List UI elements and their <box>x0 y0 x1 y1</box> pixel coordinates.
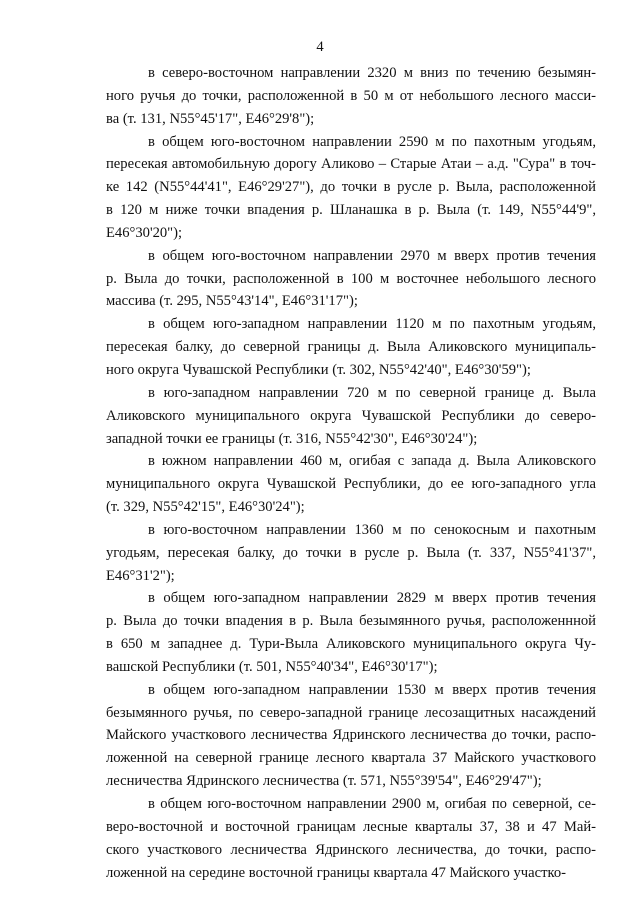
paragraph-line: ке 142 (N55°44'41", E46°29'27"), до точки в русле р. Выла, расположенной <box>106 179 596 196</box>
paragraph-line: безымянного ручья, по северо-западной границе лесозащитных насаждений <box>106 704 596 721</box>
paragraph-line: угодьям, пересекая балку, до точки в русле р. Выла (т. 337, N55°41'37", <box>106 544 596 561</box>
paragraph <box>106 245 596 314</box>
paragraph-line: р. Выла до точки впадения в р. Выла безымянного ручья, расположеннной <box>106 613 596 630</box>
paragraph-line: в северо-восточном направлении 2320 м вниз по течению безымян- <box>148 65 596 81</box>
paragraph-line: в общем юго-восточном направлении 2590 м по пахотным угодьям, <box>148 133 596 150</box>
paragraph-line: E46°31'2"); <box>106 567 175 584</box>
paragraph <box>106 382 596 451</box>
document-body <box>106 62 596 884</box>
paragraph-line: ного ручья до точки, расположенной в 50 м от небольшого лесного масси- <box>106 87 596 104</box>
paragraph-line: ного округа Чувашской Республики (т. 302, N55°42'40", E46°30'59"); <box>106 361 531 378</box>
paragraph-line: массива (т. 295, N55°43'14", E46°31'17"); <box>106 293 358 310</box>
paragraph <box>106 519 596 588</box>
paragraph-line: ложенной на середине восточной границы квартала 47 Майского участко- <box>106 864 566 881</box>
paragraph-line: в общем юго-западном направлении 1120 м по пахотным угодьям, <box>148 316 596 333</box>
paragraph-line: ва (т. 131, N55°45'17", E46°29'8"); <box>106 110 315 127</box>
paragraph-line: (т. 329, N55°42'15", E46°30'24"); <box>106 499 305 516</box>
paragraph-line: лесничества Ядринского лесничества (т. 571, N55°39'54", E46°29'47"); <box>106 773 542 790</box>
paragraph-line: в общем юго-западном направлении 1530 м вверх против течения <box>148 681 596 698</box>
paragraph <box>106 62 596 131</box>
paragraph-line: в 650 м западнее д. Тури-Выла Аликовского муниципального округа Чу- <box>106 636 596 653</box>
paragraph-line: ложенной на северной границе лесного квартала 37 Майского участкового <box>106 750 596 767</box>
paragraph <box>106 450 596 519</box>
paragraph-line: Майского участкового лесничества Ядринского лесничества до точки, распо- <box>106 727 596 744</box>
paragraph-line: муниципального округа Чувашской Республики, до ее юго-западного угла <box>106 476 596 493</box>
paragraph-line: веро-восточной и восточной границам лесные кварталы 37, 38 и 47 Май- <box>106 818 596 835</box>
paragraph-line: р. Выла до точки, расположенной в 100 м восточнее небольшого лесного <box>106 270 596 287</box>
paragraph-line: E46°30'20"); <box>106 224 183 241</box>
paragraph-line: в 120 м ниже точки впадения р. Шланашка в р. Выла (т. 149, N55°44'9", <box>106 202 596 219</box>
paragraph <box>106 313 596 382</box>
paragraph-line: в общем юго-западном направлении 2829 м вверх против течения <box>148 590 596 607</box>
paragraph-line: пересекая автомобильную дорогу Аликово – Старые Атаи – а.д. "Сура" в точ- <box>106 156 596 173</box>
paragraph <box>106 793 596 884</box>
paragraph <box>106 131 596 245</box>
paragraph-line: западной точки ее границы (т. 316, N55°42'30", E46°30'24"); <box>106 430 478 447</box>
paragraph-line: вашской Республики (т. 501, N55°40'34", E46°30'17"); <box>106 658 438 675</box>
paragraph <box>106 587 596 678</box>
paragraph-line: в юго-западном направлении 720 м по северной границе д. Выла <box>148 384 596 401</box>
paragraph-line: пересекая балку, до северной границы д. Выла Аликовского муниципаль- <box>106 339 596 356</box>
paragraph-line: в южном направлении 460 м, огибая с запада д. Выла Аликовского <box>148 453 596 470</box>
paragraph-line: ского участкового лесничества Ядринского лесничества, до точки, распо- <box>106 841 596 858</box>
paragraph-line: Аликовского муниципального округа Чувашской Республики до северо- <box>106 407 596 424</box>
paragraph-line: в общем юго-восточном направлении 2970 м вверх против течения <box>148 247 596 264</box>
paragraph-line: в общем юго-восточном направлении 2900 м, огибая по северной, се- <box>148 796 596 812</box>
paragraph-line: в юго-восточном направлении 1360 м по сенокосным и пахотным <box>148 521 596 538</box>
paragraph <box>106 679 596 793</box>
page-number: 4 <box>316 39 324 55</box>
